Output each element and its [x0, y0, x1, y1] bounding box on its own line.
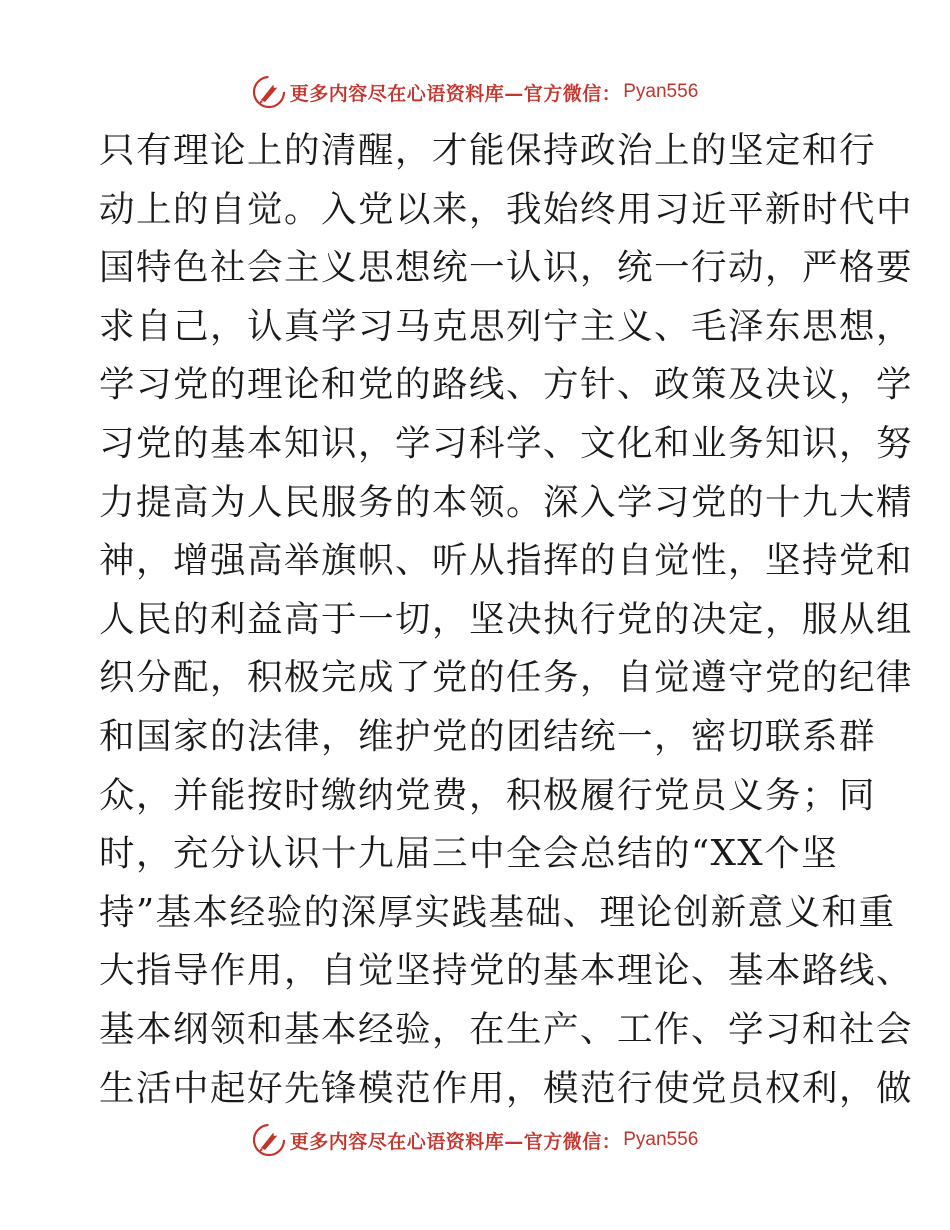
header-banner-wechat-id: Pyan556	[623, 81, 699, 102]
paragraph-line: 只有理论上的清醒，才能保持政治上的坚定和行	[99, 130, 877, 171]
paragraph-line: 和国家的法律，维护党的团结统一，密切联系群	[99, 715, 877, 757]
paragraph-line: 求自己，认真学习马克思列宁主义、毛泽东思想，	[99, 305, 914, 347]
paragraph-line: 时，充分认识十九届三中全会总结的“XX个坚	[99, 833, 839, 875]
document-body	[99, 122, 914, 1118]
paragraph-line: 织分配，积极完成了党的任务，自觉遵守党的纪律	[99, 657, 914, 699]
header-watermark-banner	[0, 72, 950, 112]
paragraph-line: 持”基本经验的深厚实践基础、理论创新意义和重	[99, 891, 896, 933]
header-banner-text: 更多内容尽在心语资料库—官方微信：	[289, 82, 622, 105]
paragraph-line: 动上的自觉。入党以来，我始终用习近平新时代中	[99, 188, 914, 230]
paragraph-line: 大指导作用，自觉坚持党的基本理论、基本路线、	[99, 950, 914, 992]
footer-banner-text: 更多内容尽在心语资料库—官方微信：	[289, 1130, 622, 1153]
paragraph-line: 众，并能按时缴纳党费，积极履行党员义务；同	[99, 774, 877, 816]
paragraph-line: 国特色社会主义思想统一认识，统一行动，严格要	[99, 247, 914, 289]
paragraph-line: 力提高为人民服务的本领。深入学习党的十九大精	[99, 481, 914, 523]
footer-banner-wechat-id: Pyan556	[623, 1129, 699, 1150]
footer-watermark-banner	[0, 1120, 950, 1160]
pen-nib-logo-icon	[252, 1123, 286, 1157]
paragraph-line: 基本纲领和基本经验，在生产、工作、学习和社会	[99, 1008, 914, 1050]
paragraph-line: 人民的利益高于一切，坚决执行党的决定，服从组	[99, 598, 914, 640]
paragraph-line: 学习党的理论和党的路线、方针、政策及决议，学	[99, 364, 914, 406]
paragraph-line: 神，增强高举旗帜、听从指挥的自觉性，坚持党和	[99, 540, 914, 582]
paragraph-line: 生活中起好先锋模范作用，模范行使党员权利，做	[99, 1067, 914, 1109]
paragraph-line: 习党的基本知识，学习科学、文化和业务知识，努	[99, 422, 914, 464]
pen-nib-logo-icon	[252, 75, 286, 109]
